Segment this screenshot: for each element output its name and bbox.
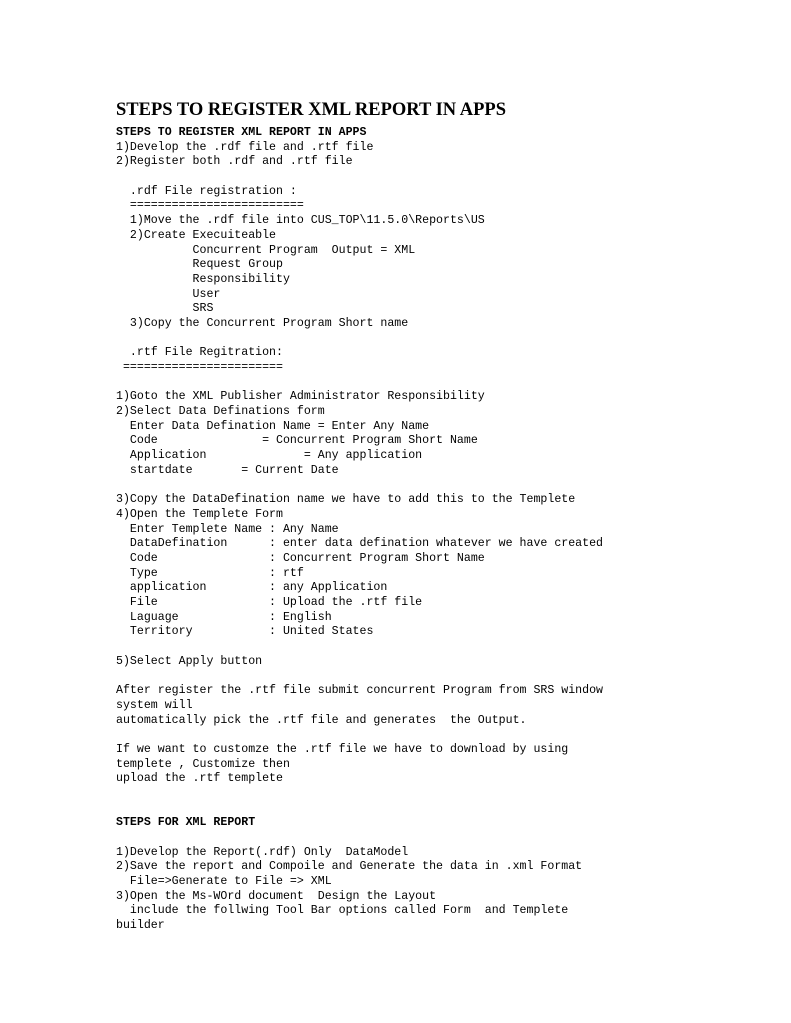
text-line: User — [116, 287, 221, 301]
text-line: Type : rtf — [116, 566, 304, 580]
blank-line — [116, 376, 603, 391]
blank-line — [116, 332, 603, 347]
text-line: .rtf File Regitration: — [116, 346, 283, 360]
blank-line — [116, 802, 603, 817]
text-line: ======================= — [116, 361, 283, 374]
blank-line — [116, 640, 603, 655]
blank-line — [116, 831, 603, 846]
text-line: Territory : United States — [116, 625, 374, 639]
text-line: 1)Develop the .rdf file and .rtf file — [116, 140, 374, 154]
text-line: 3)Copy the DataDefination name we have to add this to the Templete — [116, 493, 576, 507]
text-line: 2)Create Execuiteable — [116, 228, 277, 242]
section-heading: STEPS TO REGISTER XML REPORT IN APPS — [116, 126, 367, 139]
text-line: startdate = Current Date — [116, 463, 339, 477]
text-line: 2)Save the report and Compoile and Generate the data in .xml Format — [116, 860, 583, 874]
text-line: File : Upload the .rtf file — [116, 596, 423, 609]
text-line: 1)Develop the Report(.rdf) Only DataModel — [116, 845, 409, 859]
text-line: 2)Register both .rdf and .rtf file — [116, 155, 353, 169]
text-line: application : any Application — [116, 581, 388, 595]
text-line: 1)Goto the XML Publisher Administrator Responsibility — [116, 390, 485, 404]
blank-line — [116, 479, 603, 494]
text-line: After register the .rtf file submit concurrent Program from SRS window — [116, 684, 604, 698]
text-line: 2)Select Data Definations form — [116, 405, 325, 419]
text-line: ========================= — [116, 199, 304, 213]
text-line: Concurrent Program Output = XML — [116, 243, 416, 257]
text-line: builder — [116, 919, 165, 933]
text-line: Application = Any application — [116, 449, 423, 463]
page-title: STEPS TO REGISTER XML REPORT IN APPS — [116, 100, 507, 120]
text-line: Enter Templete Name : Any Name — [116, 522, 339, 536]
text-line: Code = Concurrent Program Short Name — [116, 434, 478, 448]
text-line: DataDefination : enter data defination whatever we have created — [116, 537, 604, 551]
text-line: File=>Generate to File => XML — [116, 875, 332, 889]
text-line: system will — [116, 698, 193, 712]
blank-line — [116, 669, 603, 684]
blank-line — [116, 728, 603, 743]
text-line: SRS — [116, 302, 214, 316]
text-line: .rdf File registration : — [116, 184, 297, 198]
text-line: include the follwing Tool Bar options called Form and Templete — [116, 904, 569, 918]
blank-line — [116, 787, 603, 802]
text-line: Request Group — [116, 258, 283, 272]
blank-line — [116, 170, 603, 185]
text-line: Enter Data Defination Name = Enter Any Name — [116, 419, 430, 433]
text-line: 5)Select Apply button — [116, 654, 263, 668]
text-line: 4)Open the Templete Form — [116, 507, 283, 521]
text-line: Laguage : English — [116, 610, 332, 624]
text-line: templete , Customize then — [116, 757, 290, 771]
text-line: 1)Move the .rdf file into CUS_TOP\11.5.0\Reports\US — [116, 214, 485, 228]
text-line: automatically pick the .rtf file and generates the Output. — [116, 713, 527, 727]
text-line: upload the .rtf templete — [116, 772, 283, 786]
text-line: Code : Concurrent Program Short Name — [116, 551, 485, 565]
document-body — [116, 126, 603, 934]
section-heading: STEPS FOR XML REPORT — [116, 816, 256, 830]
text-line: If we want to customze the .rtf file we have to download by using — [116, 742, 569, 756]
text-line: 3)Copy the Concurrent Program Short name — [116, 316, 409, 330]
text-line: Responsibility — [116, 272, 290, 286]
text-line: 3)Open the Ms-WOrd document Design the Layout — [116, 889, 437, 903]
